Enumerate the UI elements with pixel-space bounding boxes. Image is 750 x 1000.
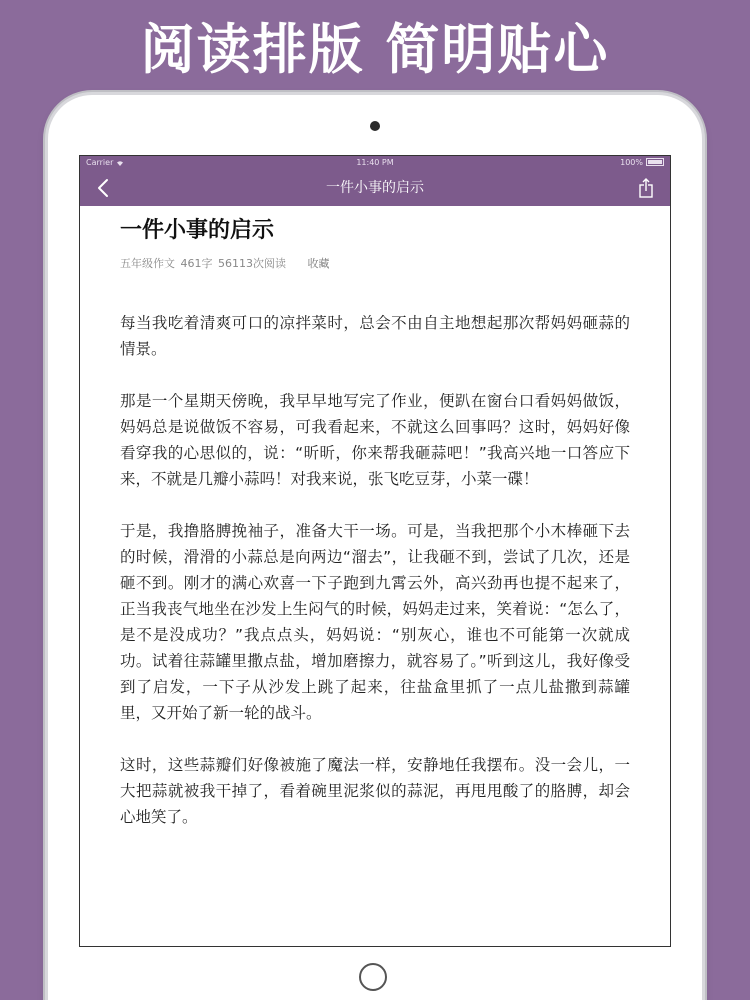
article-paragraph: 每当我吃着清爽可口的凉拌菜时，总会不由自主地想起那次帮妈妈砸蒜的情景。 <box>120 314 630 358</box>
battery-label: 100% <box>620 158 643 167</box>
app-screen <box>79 155 671 947</box>
home-button[interactable] <box>359 963 387 991</box>
status-bar <box>80 156 670 170</box>
article-title: 一件小事的启示 <box>120 218 275 243</box>
nav-title: 一件小事的启示 <box>326 180 424 196</box>
tablet-frame <box>48 95 702 1000</box>
meta-category: 五年级作文 <box>120 257 175 270</box>
carrier-label: Carrier <box>86 158 114 167</box>
status-time: 11:40 PM <box>356 158 394 167</box>
camera-icon <box>370 121 380 131</box>
article-paragraph: 那是一个星期天傍晚，我早早地写完了作业，便趴在窗台口看妈妈做饭，妈妈总是说做饭不容易，可我看起来，不就这么回事吗？这时，妈妈好像看穿我的心思似的，说：“昕昕，你来帮我砸蒜吧！”我高兴地一口答应下来，不就是几瓣小蒜吗！对我来说，张飞吃豆芽，小菜一碟！ <box>120 392 630 488</box>
collect-button[interactable]: 收藏 <box>307 257 330 270</box>
share-icon[interactable] <box>636 177 656 199</box>
promo-headline: 阅读排版 简明贴心 <box>140 18 610 81</box>
article-meta <box>120 256 630 272</box>
article-paragraph: 这时，这些蒜瓣们好像被施了魔法一样，安静地任我摆布。没一会儿，一大把蒜就被我干掉了，看着碗里泥浆似的蒜泥，再甩甩酸了的胳膊，却会心地笑了。 <box>120 756 630 826</box>
nav-bar <box>80 170 670 206</box>
article-paragraph: 于是，我撸胳膊挽袖子，准备大干一场。可是，当我把那个小木棒砸下去的时候，滑滑的小蒜总是向两边“溜去”，让我砸不到，尝试了几次，还是砸不到。刚才的满心欢喜一下子跑到九霄云外，高兴劲再也提不起来了，正当我丧气地坐在沙发上生闷气的时候，妈妈走过来，笑着说：“怎么了，是不是没成功？”我点点头，妈妈说：“别灰心，谁也不可能第一次就成功。试着往蒜罐里撒点盐，增加磨擦力，就容易了。”听到这儿，我好像受到了启发，一下子从沙发上跳了起来，往盐盒里抓了一点儿盐撒到蒜罐里，又开始了新一轮的战斗。 <box>120 522 630 722</box>
article-content <box>80 216 670 830</box>
status-battery <box>620 156 664 170</box>
meta-reads: 56113次阅读 <box>218 257 286 270</box>
meta-words: 461字 <box>180 257 213 270</box>
battery-icon <box>646 158 664 166</box>
